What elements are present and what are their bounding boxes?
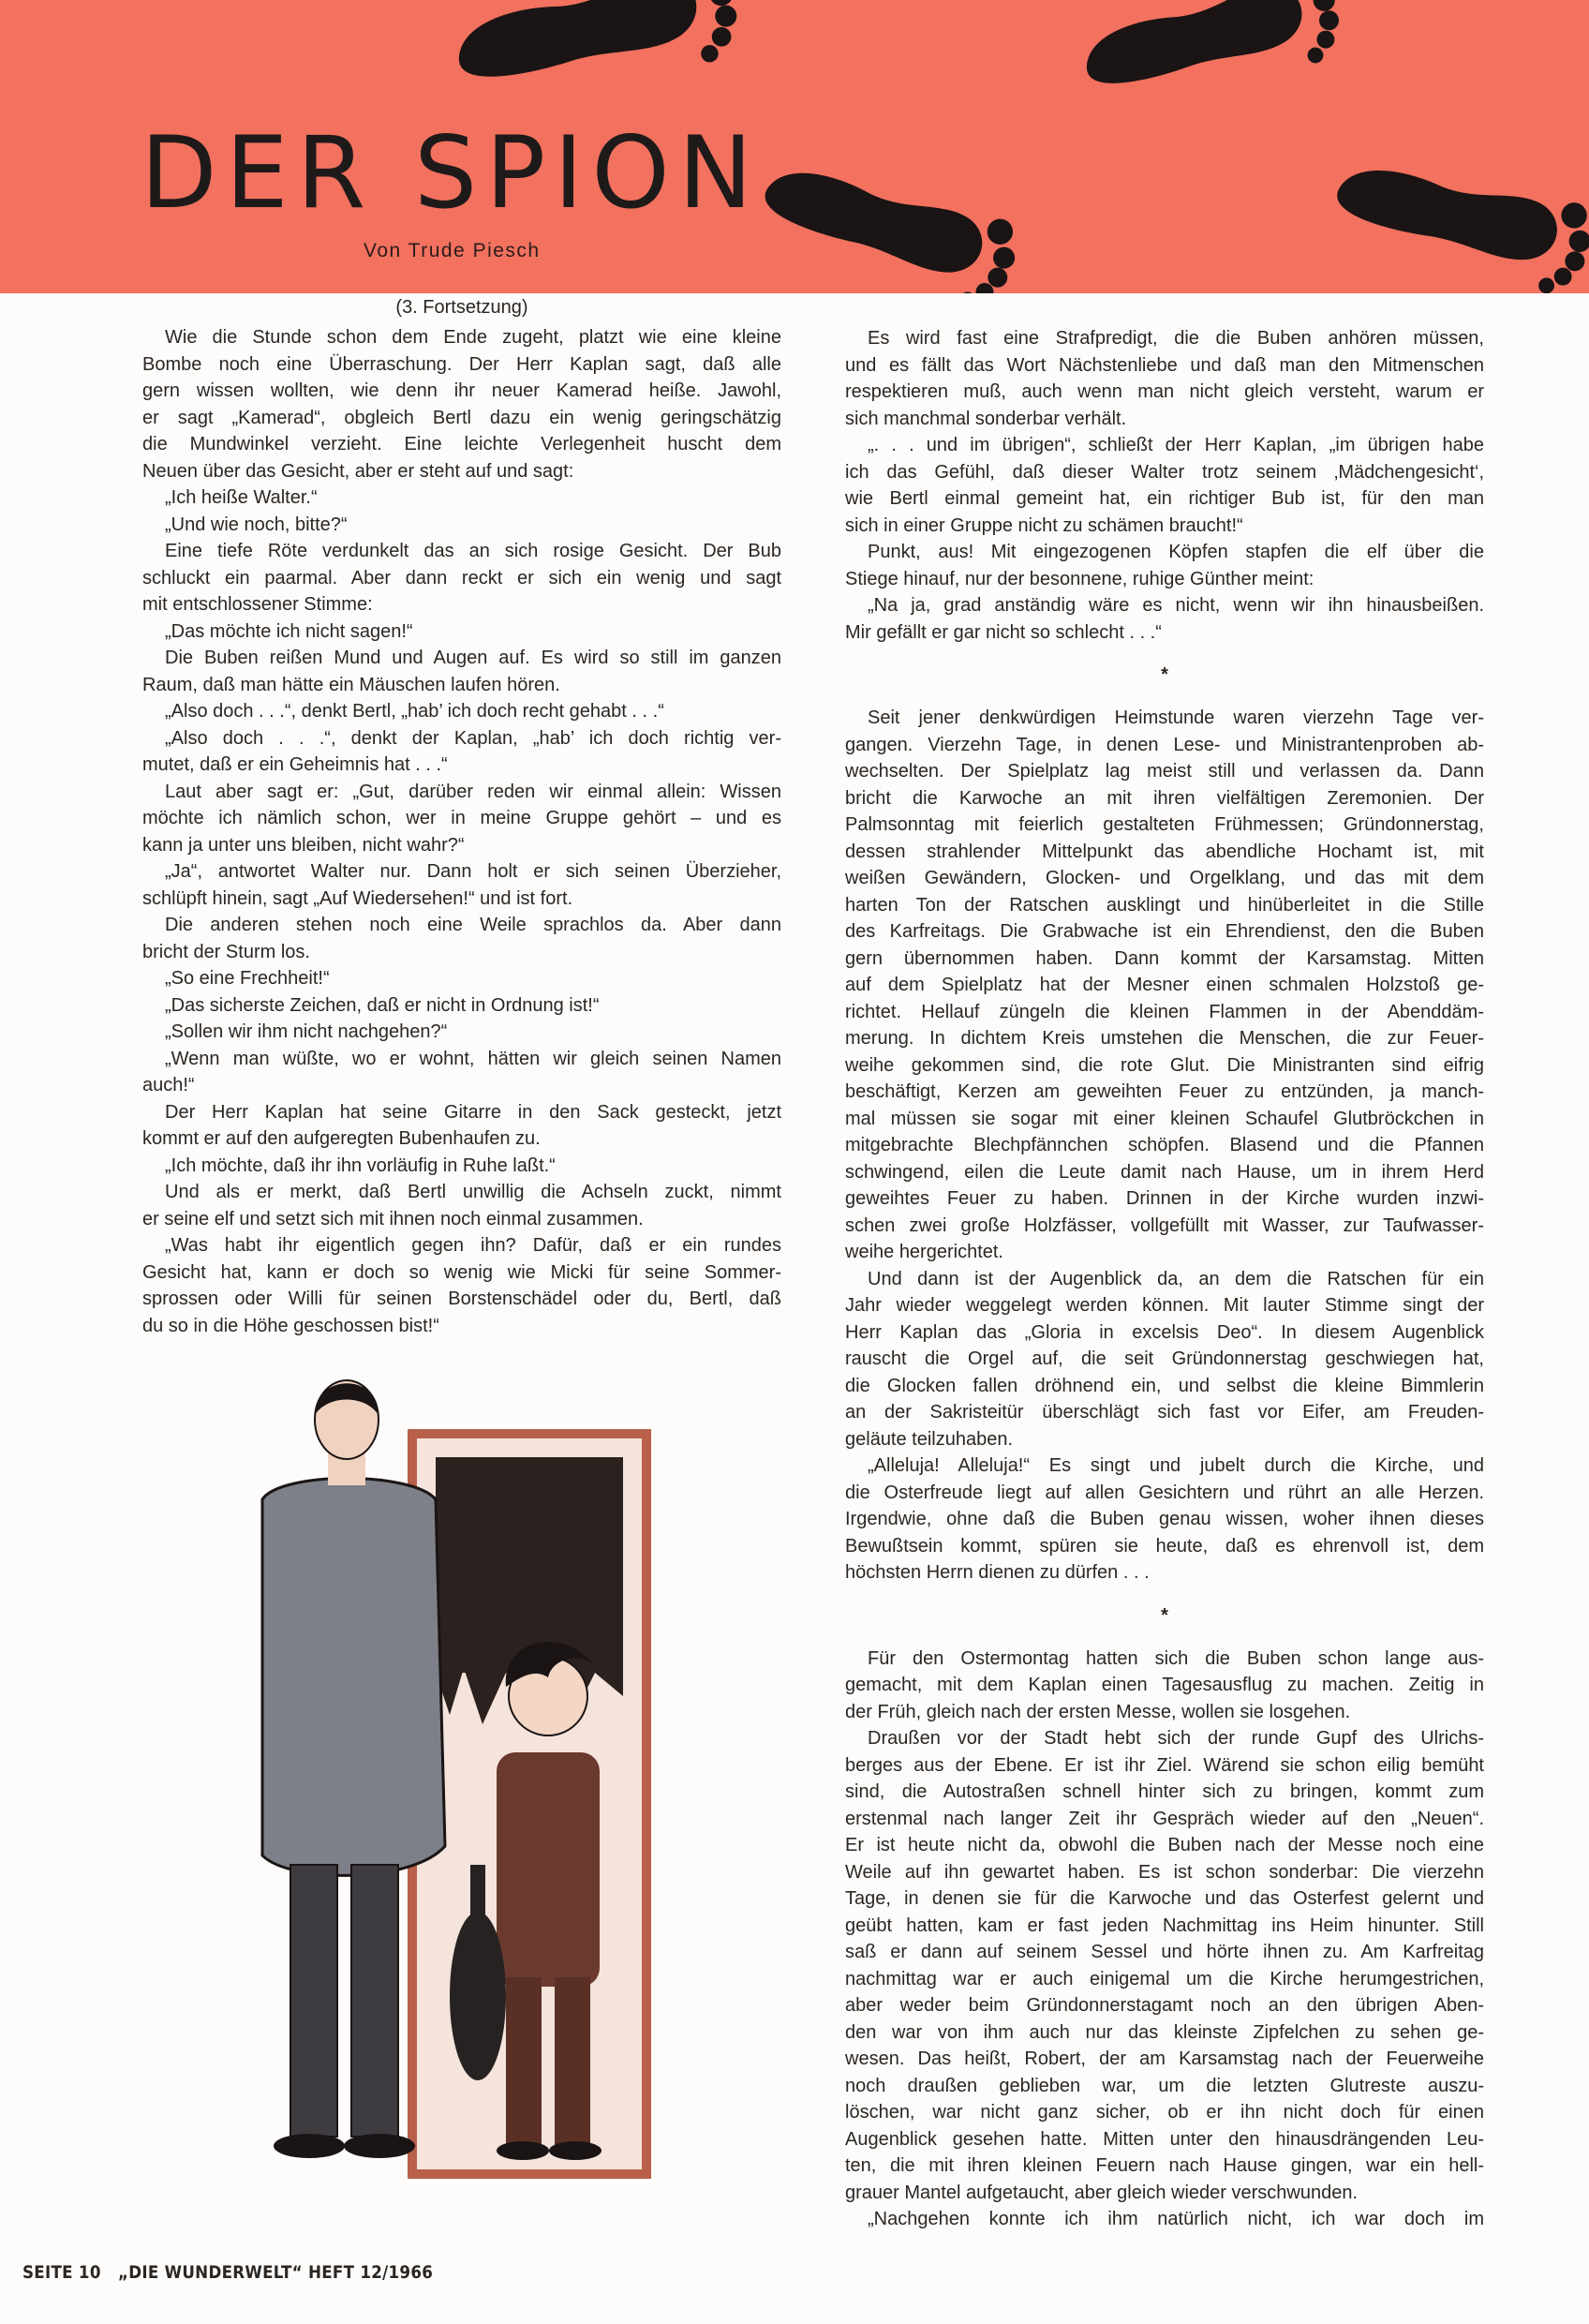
text-line: berges aus der Ebene. Er ist ihr Ziel. Wärend sie schon eilig bemüht: [845, 1754, 1484, 1776]
text-line: schwingend, eilen die Leute damit nach Hause, um in ihrem Herd: [845, 1161, 1484, 1183]
text-line: „Ich möchte, daß ihr ihn vorläufig in Ruhe laßt.“: [165, 1155, 556, 1176]
text-line: rauscht die Orgel auf, die seit Gründonnerstag geschwiegen hat,: [845, 1348, 1484, 1369]
magazine-name: „DIE WUNDERWELT“: [117, 2262, 303, 2283]
issue-number: HEFT 12/1966: [307, 2262, 434, 2283]
text-line: gangen. Vierzehn Tage, in denen Lese- und Ministrantenproben ab-: [845, 734, 1484, 755]
text-line: Herr Kaplan das „Gloria in excelsis Deo“. In diesem Augenblick: [845, 1321, 1484, 1343]
text-line: die Osterfreude liegt auf allen Gesichtern und rührt an alle Herzen.: [845, 1482, 1484, 1503]
text-line: gern wissen wollten, wie denn ihr neuer Kamerad heiße. Jawohl,: [142, 380, 781, 401]
text-line: weihe gekommen sind, die rote Glut. Die Ministranten sind eifrig: [845, 1054, 1484, 1076]
text-line: ten, die mit ihren kleinen Feuern nach Hause gingen, war ein hell-: [845, 2155, 1484, 2176]
paragraph: [142, 618, 781, 646]
text-line: harten Ton der Ratschen ausklingt und hinüberleitet in die Stille: [845, 894, 1484, 916]
paragraph: [845, 432, 1484, 539]
text-line: Gesicht hat, kann er doch so wenig wie Micki für seine Sommer-: [142, 1261, 781, 1283]
text-line: „So eine Frechheit!“: [165, 968, 330, 989]
text-line: „Was habt ihr eigentlich gegen ihn? Dafür, daß er ein rundes: [165, 1235, 781, 1256]
illustration-kaplan-and-boy: [225, 1359, 656, 2183]
text-line: den war von ihm auch nur das kleinste Zipfelchen zu sehen ge-: [845, 2021, 1484, 2043]
text-line: kann ja unter uns bleiben, nicht wahr?“: [142, 834, 465, 856]
text-line: Punkt, aus! Mit eingezogenen Köpfen stapfen die elf über die: [868, 542, 1484, 562]
text-line: geübt hatten, kam er fast jeden Nachmittag ins Heim hinunter. Still: [845, 1914, 1484, 1936]
section-separator: *: [1161, 1604, 1168, 1626]
text-line: Es wird fast eine Strafpredigt, die die Buben anhören müssen,: [868, 328, 1484, 349]
paragraph: [142, 912, 781, 965]
text-line: saß er dann auf seinem Sessel und hörte ihnen zu. Am Karfreitag: [845, 1942, 1484, 1962]
text-line: die Glocken fallen dröhnend ein, und selbst die kleine Bimmlerin: [845, 1375, 1484, 1396]
article-title: DER SPION: [141, 115, 762, 231]
paragraph: [845, 592, 1484, 646]
text-line: schluckt ein paarmal. Aber dann reckt er sich ein wenig und sagt: [142, 567, 781, 588]
paragraph: [142, 1153, 781, 1180]
text-line: „. . . und im übrigen“, schließt der Herr Kaplan, „im übrigen habe: [868, 435, 1484, 455]
text-line: „Sollen wir ihm nicht nachgehen?“: [165, 1021, 448, 1042]
footprint-icon: [449, 0, 747, 113]
text-line: Stiege hinauf, nur der besonnene, ruhige Günther meint:: [845, 568, 1314, 589]
footprint-icon: [1076, 0, 1349, 117]
text-line: Der Herr Kaplan hat seine Gitarre in den Sack gesteckt, jetzt: [165, 1101, 781, 1123]
text-line: möchte ich nämlich schon, wer in meine Gruppe gehört – und es: [142, 808, 781, 828]
text-line: mal müssen sie sogar mit einer kleinen Schaufel Glutbröckchen in: [845, 1108, 1484, 1129]
text-line: „Das möchte ich nicht sagen!“: [165, 620, 413, 642]
text-line: an der Sakristeitür überschlägt sich fast vor Eifer, am Freuden-: [845, 1402, 1484, 1423]
text-line: geläute teilzuhaben.: [845, 1428, 1014, 1450]
text-line: „Das sicherste Zeichen, daß er nicht in Ordnung ist!“: [165, 994, 600, 1016]
text-line: sprossen oder Willi für seinen Borstenschädel oder du, Bertl, daß: [142, 1289, 781, 1309]
text-line: nachmittag war er auch einigemal um die Kirche herumgestrichen,: [845, 1968, 1484, 1989]
text-line: Die anderen stehen noch eine Weile sprachlos da. Aber dann: [165, 915, 781, 935]
text-line: Draußen vor der Stadt hebt sich der runde Gupf des Ulrichs-: [868, 1728, 1484, 1749]
text-line: „Also doch . . .“, denkt Bertl, „hab’ ich doch recht gehabt . . .“: [165, 701, 664, 722]
text-line: und es fällt das Wort Nächstenliebe und daß man den Mitmenschen: [845, 354, 1484, 376]
text-line: „Und wie noch, bitte?“: [165, 514, 348, 535]
left-text-column: [142, 324, 781, 1339]
paragraph: [845, 1725, 1484, 2206]
text-line: gern übernommen haben. Dann kommt der Karsamstag. Mitten: [845, 947, 1484, 969]
page-number: SEITE 10: [22, 2262, 101, 2283]
text-line: schen zwei große Holzfässer, vollgefüllt mit Wasser, zur Taufwasser-: [845, 1214, 1484, 1236]
text-line: noch draußen geblieben war, um die letzten Glutreste auszu-: [845, 2075, 1484, 2096]
footprint-icon: [751, 147, 1026, 293]
paragraph: [845, 1266, 1484, 1453]
text-line: mutet, daß er ein Geheimnis hat . . .“: [142, 754, 448, 775]
text-line: Und dann ist der Augenblick da, an dem die Ratschen für ein: [868, 1268, 1484, 1289]
text-line: auf dem Spielplatz hat der Mesner einen schmalen Holzstoß ge-: [845, 975, 1484, 995]
text-line: „Ich heiße Walter.“: [165, 487, 318, 508]
text-line: Augenblick gesehen hatte. Mitten unter den hinausdrängenden Leu-: [845, 2128, 1484, 2150]
text-line: die Mundwinkel verzieht. Eine leichte Verlegenheit huscht dem: [142, 434, 781, 454]
text-line: Seit jener denkwürdigen Heimstunde waren vierzehn Tage ver-: [868, 708, 1484, 728]
paragraph: [142, 1019, 781, 1046]
paragraph: [142, 1179, 781, 1232]
text-line: richtet. Hellauf züngeln die kleinen Flammen in der Abenddäm-: [845, 1001, 1484, 1022]
text-line: bricht die Karwoche an mit ihren vielfältigen Zeremonien. Der: [845, 787, 1484, 809]
paragraph: [142, 858, 781, 912]
text-line: sich in einer Gruppe nicht zu schämen braucht!“: [845, 514, 1243, 536]
text-line: respektieren muß, auch wenn man nicht gleich versteht, warum er: [845, 381, 1484, 402]
text-line: Und als er merkt, daß Bertl unwillig die Achseln zuckt, nimmt: [165, 1182, 781, 1202]
text-line: weißen Gewändern, Glocken- und Orgelklang, und das mit dem: [845, 868, 1484, 888]
text-line: erstenmal nach langer Zeit ihr Gespräch wieder auf den „Neuen“.: [845, 1808, 1484, 1829]
text-line: Eine tiefe Röte verdunkelt das an sich rosige Gesicht. Der Bub: [165, 541, 781, 561]
paragraph: [845, 1452, 1484, 1587]
paragraph: [142, 538, 781, 618]
text-line: schlüpft hinein, sagt „Auf Wiedersehen!“ und ist fort.: [142, 887, 573, 909]
text-line: mit entschlossener Stimme:: [142, 594, 373, 615]
text-line: „Nachgehen konnte ich ihm natürlich nicht, ich war doch im: [868, 2209, 1484, 2229]
paragraph: [845, 2206, 1484, 2233]
text-line: kommt er auf den aufgeregten Bubenhaufen zu.: [142, 1128, 541, 1149]
footprint-icon: [1326, 146, 1589, 293]
text-line: wechselten. Der Spielplatz lag meist still und verlassen da. Dann: [845, 761, 1484, 782]
author-byline: Von Trude Piesch: [364, 240, 541, 261]
text-line: ich das Gefühl, daß dieser Walter trotz seinem ‚Mädchengesicht‘,: [845, 461, 1484, 483]
text-line: wie Bertl einmal gemeint hat, ein richtiger Bub ist, für den man: [845, 488, 1484, 509]
text-line: Palmsonntag mit feierlich gestalteten Frühmessen; Gründonnerstag,: [845, 814, 1484, 835]
paragraph: [142, 324, 781, 484]
text-line: Wie die Stunde schon dem Ende zugeht, platzt wie eine kleine: [165, 327, 781, 348]
text-line: Die Buben reißen Mund und Augen auf. Es wird so still im ganzen: [165, 648, 781, 668]
text-line: wesen. Das heißt, Robert, der am Karsamstag nach der Feuerweihe: [845, 2048, 1484, 2069]
text-line: Irgendwie, ohne daß die Buben genau wissen, woher ihnen dieses: [845, 1509, 1484, 1529]
text-line: er seine elf und setzt sich mit ihnen noch einmal zusammen.: [142, 1208, 644, 1229]
text-line: du so in die Höhe geschossen bist!“: [142, 1315, 439, 1336]
text-line: Mir gefällt er gar nicht so schlecht . . .“: [845, 621, 1162, 643]
text-line: geweihtes Feuer zu haben. Drinnen in der Kirche wurden inzwi-: [845, 1188, 1484, 1209]
text-line: er sagt „Kamerad“, obgleich Bertl dazu ein wenig geringschätzig: [142, 407, 781, 428]
paragraph: [845, 325, 1484, 432]
right-text-column: [845, 325, 1484, 2233]
text-line: Weile auf ihn gewartet haben. Es ist schon sonderbar: Die vierzehn: [845, 1861, 1484, 1883]
paragraph: [845, 705, 1484, 1266]
page-footer: [22, 2262, 433, 2283]
text-line: höchsten Herrn dienen zu dürfen . . .: [845, 1562, 1150, 1583]
paragraph: [142, 698, 781, 725]
paragraph: [142, 645, 781, 698]
text-line: „Alleluja! Alleluja!“ Es singt und jubelt durch die Kirche, und: [868, 1455, 1484, 1476]
text-line: mitgebrachte Blechpfännchen schöpfen. Blasend und die Pfannen: [845, 1135, 1484, 1155]
text-line: bricht der Sturm los.: [142, 941, 310, 962]
text-line: „Ja“, antwortet Walter nur. Dann holt er sich seinen Überzieher,: [165, 861, 781, 882]
text-line: grauer Mantel aufgetaucht, aber gleich wieder verschwunden.: [845, 2182, 1358, 2203]
text-line: auch!“: [142, 1075, 195, 1095]
text-line: dessen strahlender Mittelpunkt das abendliche Hochamt ist, mit: [845, 841, 1484, 862]
text-line: des Karfreitags. Die Grabwache ist ein Ehrendienst, den die Buben: [845, 921, 1484, 942]
text-line: Bewußtsein kommt, spüren sie heute, daß es ehrenvoll ist, dem: [845, 1535, 1484, 1557]
paragraph: [142, 965, 781, 992]
text-line: gemacht, mit dem Kaplan einen Tagesausflug zu machen. Zeitig in: [845, 1675, 1484, 1695]
text-line: Bombe noch eine Überraschung. Der Herr Kaplan sagt, daß alle: [142, 353, 781, 375]
text-line: sind, die Autostraßen schnell hinter sich zu bringen, kommt zum: [845, 1781, 1484, 1802]
section-separator: *: [1161, 664, 1168, 685]
text-line: Laut aber sagt er: „Gut, darüber reden wir einmal allein: Wissen: [165, 781, 781, 802]
paragraph: [142, 1046, 781, 1099]
paragraph: [142, 1232, 781, 1339]
text-line: Tage, in denen sie für die Karwoche und das Osterfest gelernt und: [845, 1888, 1484, 1909]
text-line: Für den Ostermontag hatten sich die Buben schon lange aus-: [868, 1647, 1484, 1669]
text-line: Jahr wieder weggelegt werden können. Mit lauter Stimme singt der: [845, 1295, 1484, 1316]
text-line: löschen, war nicht ganz sicher, ob er ihn nicht doch für einen: [845, 2102, 1484, 2123]
text-line: aber weder beim Gründonnerstagamt noch an den übrigen Aben-: [845, 1995, 1484, 2016]
text-line: weihe hergerichtet.: [845, 1242, 1003, 1262]
paragraph: [142, 512, 781, 539]
text-line: Raum, daß man hätte ein Mäuschen laufen hören.: [142, 674, 560, 695]
continuation-note: (3. Fortsetzung): [395, 297, 528, 318]
text-line: sich manchmal sonderbar verhält.: [845, 408, 1127, 429]
paragraph: [845, 1646, 1484, 1726]
text-line: „Na ja, grad anständig wäre es nicht, wenn wir ihn hinausbeißen.: [868, 595, 1484, 616]
text-line: „Also doch . . .“, denkt der Kaplan, „hab’ ich doch richtig ver-: [165, 727, 781, 749]
paragraph: [142, 992, 781, 1020]
text-line: der Früh, gleich nach der ersten Messe, wollen sie losgehen.: [845, 1701, 1351, 1722]
paragraph: [845, 539, 1484, 592]
paragraph: [142, 484, 781, 512]
text-line: „Wenn man wüßte, wo er wohnt, hätten wir gleich seinen Namen: [165, 1048, 781, 1069]
text-line: Er ist heute nicht da, obwohl die Buben nach der Messe noch eine: [845, 1835, 1484, 1855]
text-line: Neuen über das Gesicht, aber er steht auf und sagt:: [142, 460, 574, 482]
text-line: merung. In dichtem Kreis umstehen die Menschen, die zur Feuer-: [845, 1028, 1484, 1049]
paragraph: [142, 1099, 781, 1153]
paragraph: [142, 779, 781, 859]
paragraph: [142, 725, 781, 779]
text-line: beschäftigt, Kerzen am geweihten Feuer zu entzünden, ja manch-: [845, 1081, 1484, 1102]
